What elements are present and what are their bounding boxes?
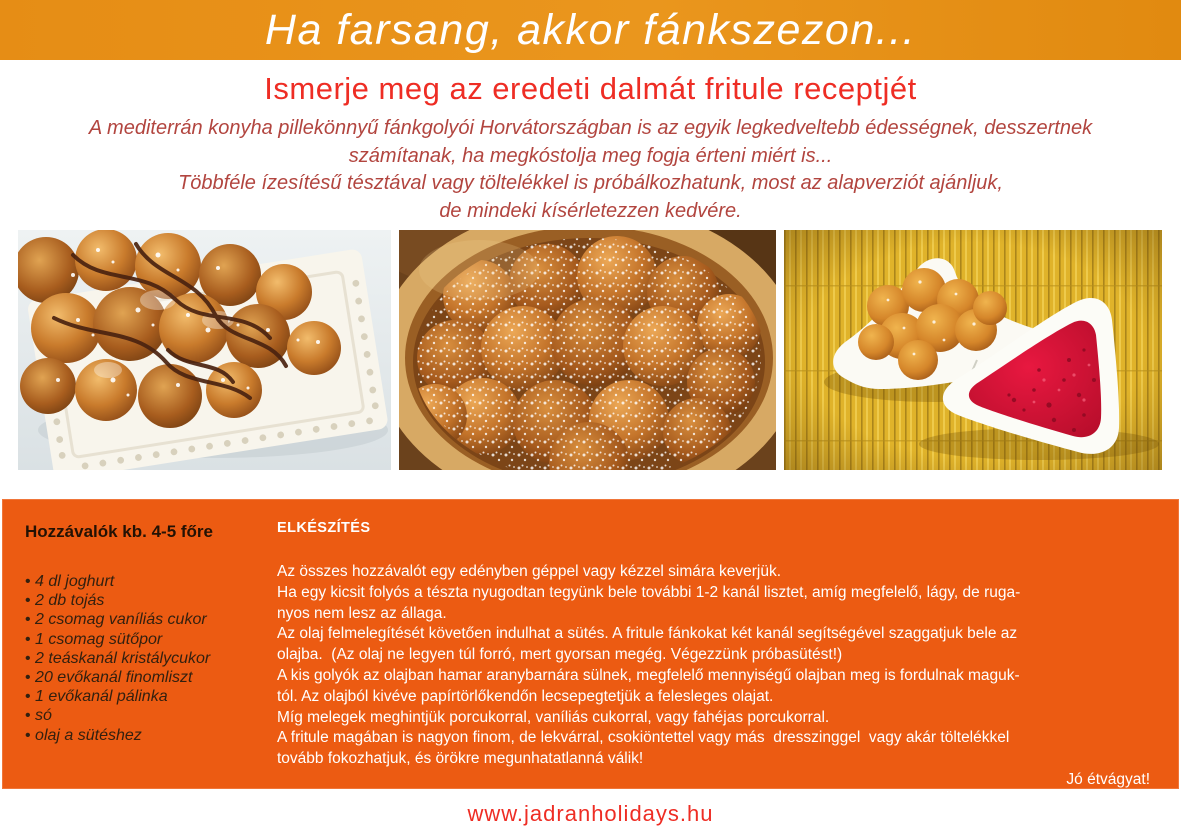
photo-strip <box>18 230 1163 470</box>
ingredients-list <box>25 572 277 745</box>
instructions-closing: Jó étvágyat! <box>1066 770 1150 788</box>
instruction-line: Míg melegek meghintjük porcukorral, vaníliás cukorral, vagy fahéjas porcukorral. <box>277 708 830 726</box>
instruction-line: olajba. (Az olaj ne legyen túl forró, mert gyorsan megég. Végezzünk próbasütést!) <box>277 646 843 664</box>
ingredients-section <box>3 500 277 788</box>
photo-fritule-wooden-bowl <box>399 230 776 470</box>
intro-text <box>0 115 1181 225</box>
instruction-line: Az olaj felmelegítését követően indulhat a sütés. A fritule fánkokat két kanál segítségével szaggatjuk bele az <box>277 625 1018 643</box>
instruction-line: tól. Az olajból kivéve papírtörlőkendőn lecsepegtetjük a felesleges olajat. <box>277 687 774 705</box>
ingredient-item: • 4 dl joghurt <box>25 572 277 591</box>
intro-line: de mindeki kísérletezzen kedvére. <box>439 199 742 222</box>
intro-line: Többféle ízesítésű tésztával vagy töltelékkel is próbálkozhatunk, most az alapverziót ajánljuk, <box>178 172 1003 194</box>
intro-line: A mediterrán konyha pillekönnyű fánkgolyói Horvátországban is az egyik legkedveltebb édességnek, desszertnek <box>88 117 1093 139</box>
instructions-section <box>277 500 1178 788</box>
ingredient-item: • 20 evőkanál finomliszt <box>25 668 277 687</box>
instruction-line: Az összes hozzávalót egy edényben géppel vagy kézzel simára keverjük. <box>277 563 782 580</box>
instruction-line: A kis golyók az olajban hamar aranybarnára sülnek, megfelelő mennyiségű olajban meg is fordulnak maguk- <box>277 666 1020 684</box>
photo-fritule-chocolate-lace-plate <box>18 230 391 470</box>
page-title: Ismerje meg az eredeti dalmát fritule receptjét <box>264 71 917 106</box>
ingredient-item: • 2 csomag vaníliás cukor <box>25 610 277 629</box>
ingredient-item: • só <box>25 706 277 725</box>
instruction-line: tovább fokozhatjuk, és örökre megunhatatlanná válik! <box>277 750 644 768</box>
ingredients-heading: Hozzávalók kb. 4-5 főre <box>25 522 214 541</box>
website-link[interactable]: www.jadranholidays.hu <box>467 801 714 826</box>
instruction-line: A fritule magában is nagyon finom, de lekvárral, csokiöntettel vagy más dresszinggel vagy akár töltelékkel <box>277 729 1010 747</box>
instruction-line: Ha egy kicsit folyós a tészta nyugodtan tegyünk bele további 1-2 kanál lisztet, amíg megfelelő, lágy, de ruga- <box>277 583 1021 601</box>
ingredient-item: • 1 csomag sütőpor <box>25 630 277 649</box>
instruction-line: nyos nem lesz az állaga. <box>277 604 447 622</box>
intro-line: számítanak, ha megkóstolja meg fogja érteni miért is... <box>348 144 833 167</box>
ingredient-item: • 2 db tojás <box>25 591 277 610</box>
instructions-heading: ELKÉSZÍTÉS <box>277 520 371 536</box>
footer <box>0 801 1181 827</box>
ingredient-item: • 1 evőkanál pálinka <box>25 687 277 706</box>
banner-title: Ha farsang, akkor fánkszezon... <box>264 5 917 54</box>
ingredient-item: • 2 teáskanál kristálycukor <box>25 649 277 668</box>
recipe-panel <box>2 499 1179 789</box>
title-banner <box>0 0 1181 60</box>
ingredient-item: • olaj a sütéshez <box>25 726 277 745</box>
photo-fritule-jam-bamboo-mat <box>784 230 1162 470</box>
